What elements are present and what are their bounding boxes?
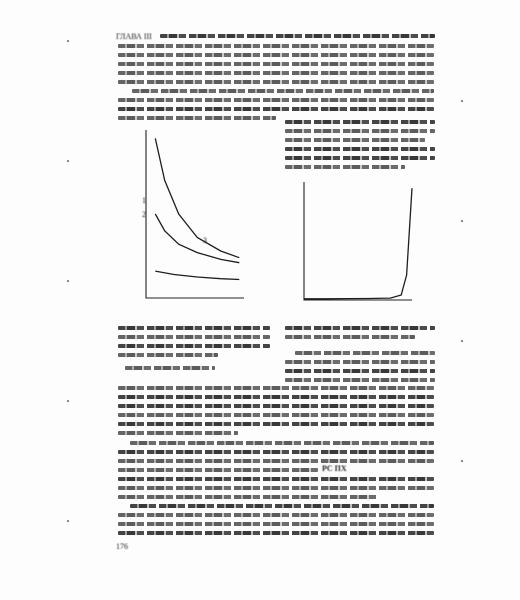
text-line xyxy=(118,80,434,84)
margin-mark xyxy=(67,40,69,42)
text-line xyxy=(118,71,434,75)
text-line xyxy=(118,531,434,535)
text-line xyxy=(118,344,270,348)
text-line xyxy=(130,441,434,445)
text-line xyxy=(160,34,435,38)
margin-mark xyxy=(461,100,463,102)
text-line xyxy=(118,413,434,417)
text-line xyxy=(118,495,378,499)
text-line xyxy=(118,522,434,526)
text-line xyxy=(118,459,434,463)
page-number: 176 xyxy=(116,542,128,551)
text-line xyxy=(285,147,435,151)
text-line xyxy=(118,335,270,339)
text-line xyxy=(118,107,434,111)
margin-mark xyxy=(67,400,69,402)
text-line xyxy=(118,422,434,426)
curve-label-1: 1 xyxy=(142,196,146,205)
margin-mark xyxy=(461,460,463,462)
margin-mark xyxy=(461,340,463,342)
right-figure-curve-1 xyxy=(304,188,412,299)
axis-lines xyxy=(304,182,412,300)
margin-mark xyxy=(461,220,463,222)
formula-fragment: PC ПХ xyxy=(322,464,347,473)
axis-lines xyxy=(146,130,244,298)
margin-mark xyxy=(67,520,69,522)
text-line xyxy=(285,129,435,133)
text-line xyxy=(118,395,434,399)
text-line xyxy=(118,62,434,66)
text-line xyxy=(125,366,215,370)
left-figure-curve-3 xyxy=(155,271,239,279)
text-line xyxy=(118,450,434,454)
text-line xyxy=(285,165,405,169)
curve-label-2: 2 xyxy=(142,210,146,219)
text-line xyxy=(118,44,434,48)
left-figure-curve-2 xyxy=(155,214,239,263)
text-line xyxy=(118,53,434,57)
text-line xyxy=(285,156,435,160)
text-line xyxy=(285,360,435,364)
text-line xyxy=(118,513,434,517)
text-line xyxy=(118,98,434,102)
text-line xyxy=(118,431,238,435)
left-figure-curve-1 xyxy=(155,138,239,257)
text-line xyxy=(285,138,425,142)
text-line xyxy=(130,504,434,508)
margin-mark xyxy=(67,160,69,162)
text-line xyxy=(118,404,434,408)
text-line xyxy=(118,353,218,357)
figure-left xyxy=(110,118,250,318)
text-line xyxy=(132,89,434,93)
text-line xyxy=(285,378,435,382)
text-line xyxy=(285,326,435,330)
text-line xyxy=(118,486,434,490)
text-line xyxy=(285,120,435,124)
text-line xyxy=(285,335,415,339)
text-line xyxy=(295,351,435,355)
text-line xyxy=(118,386,434,390)
figure-right xyxy=(292,172,422,322)
text-line xyxy=(285,369,435,373)
margin-mark xyxy=(67,280,69,282)
curve-label-3: 3 xyxy=(203,236,207,245)
text-line xyxy=(118,326,270,330)
text-fragment-heading: ГЛАВА III xyxy=(116,32,152,41)
text-line xyxy=(118,468,318,472)
text-line xyxy=(118,477,434,481)
